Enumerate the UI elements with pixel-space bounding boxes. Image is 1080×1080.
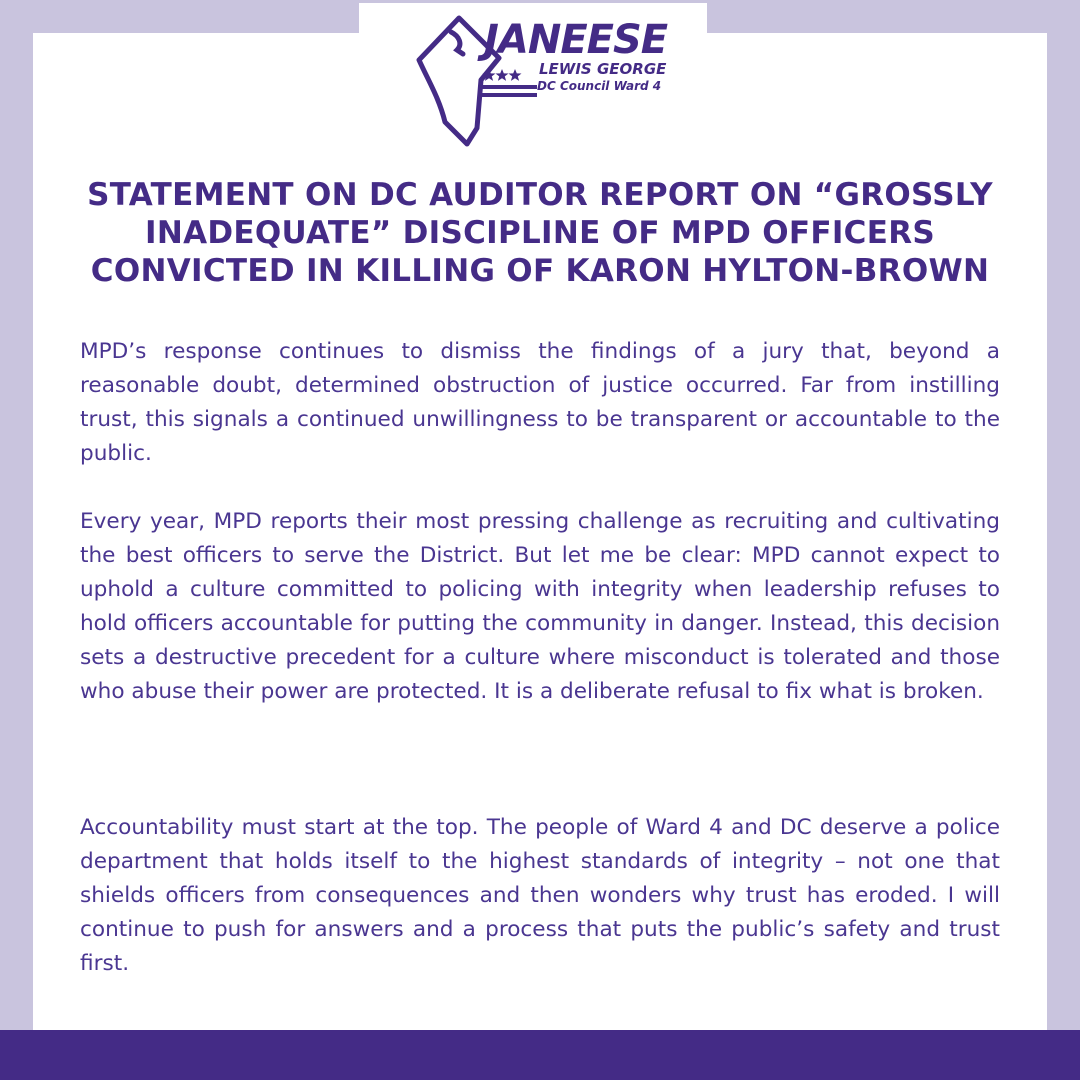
campaign-logo <box>415 14 675 150</box>
logo-name: JANEESE <box>484 17 668 63</box>
flag-stripe <box>479 85 537 89</box>
logo-office: DC Council Ward 4 <box>537 79 662 93</box>
logo-surname: LEWIS GEORGE <box>539 60 667 78</box>
stars-icon <box>483 69 522 81</box>
statement-paragraph: Every year, MPD reports their most pressing challenge as recruiting and cultivating the best officers to serve the District. But let me be clear: MPD cannot expect to uphold a culture committed to policing with integrity when leadership refuses to hold officers accountable for putting the community in danger. Instead, this decision sets a destructive precedent for a culture where misconduct is tolerated and those who abuse their power are protected. It is a deliberate refusal to fix what is broken. <box>80 509 1000 704</box>
flag-stripe <box>479 93 537 97</box>
statement-paragraph: MPD’s response continues to dismiss the findings of a jury that, beyond a reasonable doubt, determined obstruction of justice occurred. Far from instilling trust, this signals a continued unwillingness to be transparent or accountable to the public. <box>80 339 1000 466</box>
statement-title: STATEMENT ON DC AUDITOR REPORT ON “GROSSLY INADEQUATE” DISCIPLINE OF MPD OFFICERS CONVICTED IN KILLING OF KARON HYLTON-BROWN <box>87 177 993 289</box>
statement-paragraph: Accountability must start at the top. The people of Ward 4 and DC deserve a police department that holds itself to the highest standards of integrity – not one that shields officers from consequences and then wonders why trust has eroded. I will continue to push for answers and a process that puts the public’s safety and trust first. <box>80 815 1000 976</box>
bottom-band <box>0 1030 1080 1080</box>
